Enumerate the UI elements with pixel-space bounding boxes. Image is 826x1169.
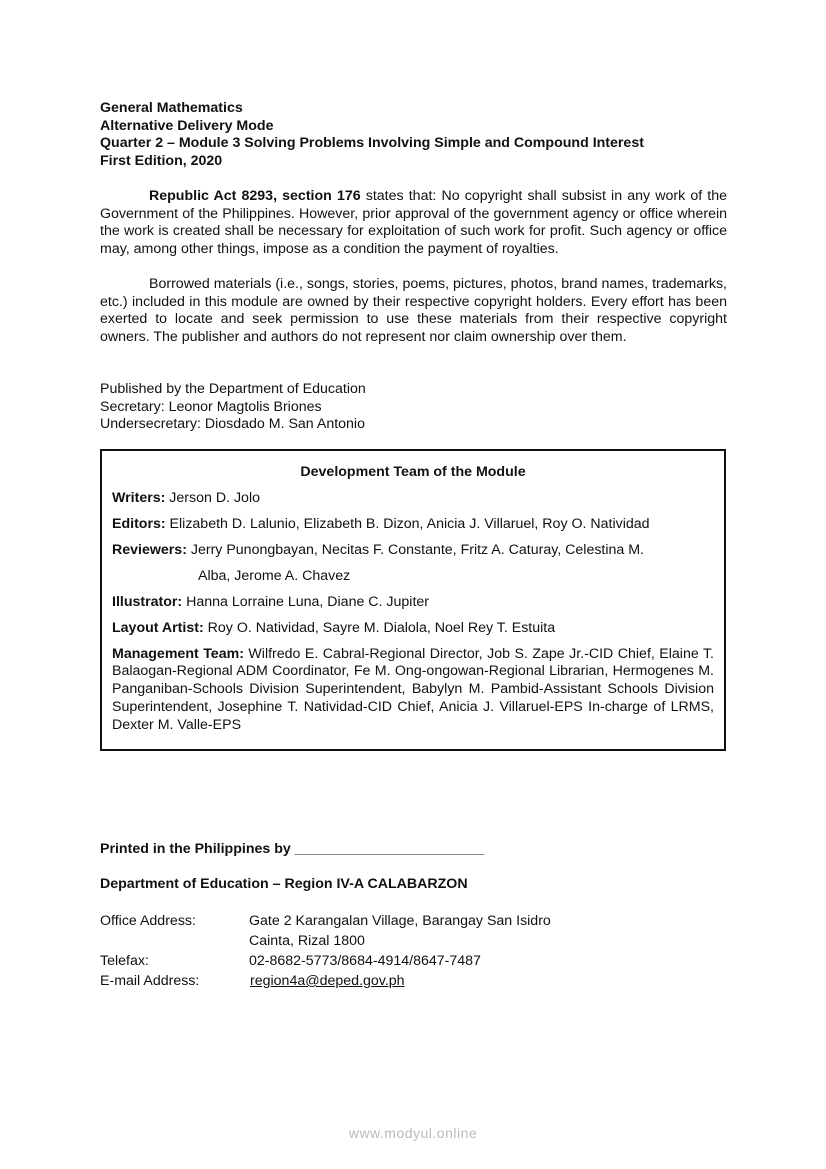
- illustrator: Illustrator: Hanna Lorraine Luna, Diane C. Jupiter: [112, 593, 430, 610]
- delivery-mode: Alternative Delivery Mode: [100, 117, 274, 134]
- reviewers: Reviewers: Jerry Punongbayan, Necitas F. Constante, Fritz A. Caturay, Celestina M.: [112, 541, 645, 558]
- edition: First Edition, 2020: [100, 153, 223, 170]
- contact-info: Office Address: Gate 2 Karangalan Village, Barangay San Isidro Cainta, Rizal 1800 Telefax: 02-8682-5773/8684-4914/8647-7487 E-mail Address: region4a@deped.gov.ph: [100, 913, 551, 989]
- subject-title: General Mathematics: [100, 100, 243, 116]
- copyright-notice: Republic Act 8293, section 176 states that: No copyright shall subsist in any work of the Government of the Philippines. However, prior approval of the government agency or office wherein the work is created shall be necessary for exploitation of such work for profit. Such agency or office may, among other things, impose as a condition the payment of royalties.: [100, 188, 728, 258]
- borrowed-materials-notice: Borrowed materials (i.e., songs, stories, poems, pictures, photos, brand names, trademarks, etc.) included in this module are owned by their respective copyright holders. Every effort has been exerted to locate and seek permission to use these materials from their respective copyright owners. The publisher and authors do not represent nor claim ownership over them.: [100, 276, 727, 346]
- editors: Editors: Elizabeth D. Lalunio, Elizabeth B. Dizon, Anicia J. Villaruel, Roy O. Natividad: [112, 515, 650, 532]
- publisher-info: Published by the Department of Education Secretary: Leonor Magtolis Briones Undersecretary: Diosdado M. San Antonio: [100, 381, 366, 433]
- development-team-box: [100, 449, 726, 751]
- deped-region: Department of Education – Region IV-A CALABARZON: [100, 876, 468, 892]
- document-header: [100, 100, 727, 171]
- team-title: Development Team of the Module: [300, 464, 526, 480]
- reviewers-continued: Alba, Jerome A. Chavez: [198, 567, 351, 584]
- watermark: www.modyul.online: [348, 1125, 478, 1141]
- layout-artist: Layout Artist: Roy O. Natividad, Sayre M. Dialola, Noel Rey T. Estuita: [112, 619, 556, 636]
- writers: Writers: Jerson D. Jolo: [112, 489, 260, 506]
- telefax: 02-8682-5773/8684-4914/8647-7487: [249, 953, 481, 969]
- module-title: Quarter 2 – Module 3 Solving Problems Involving Simple and Compound Interest: [100, 135, 644, 152]
- email-link[interactable]: region4a@deped.gov.ph: [250, 973, 405, 989]
- printed-by: Printed in the Philippines by ________________________: [100, 841, 485, 857]
- management-team: Management Team: Wilfredo E. Cabral-Regional Director, Job S. Zape Jr.-CID Chief, Elaine T. Balaogan-Regional ADM Coordinator, Fe M. Ong-ongowan-Regional Librarian, Hermogenes M. Panganiban-Schools Division Superintendent, Babylyn M. Pambid-Assistant Schools Division Superintendent, Josephine T. Natividad-CID Chief, Anicia J. Villaruel-EPS In-charge of LRMS, Dexter M. Valle-EPS: [112, 645, 714, 733]
- office-address: Gate 2 Karangalan Village, Barangay San Isidro: [249, 913, 551, 929]
